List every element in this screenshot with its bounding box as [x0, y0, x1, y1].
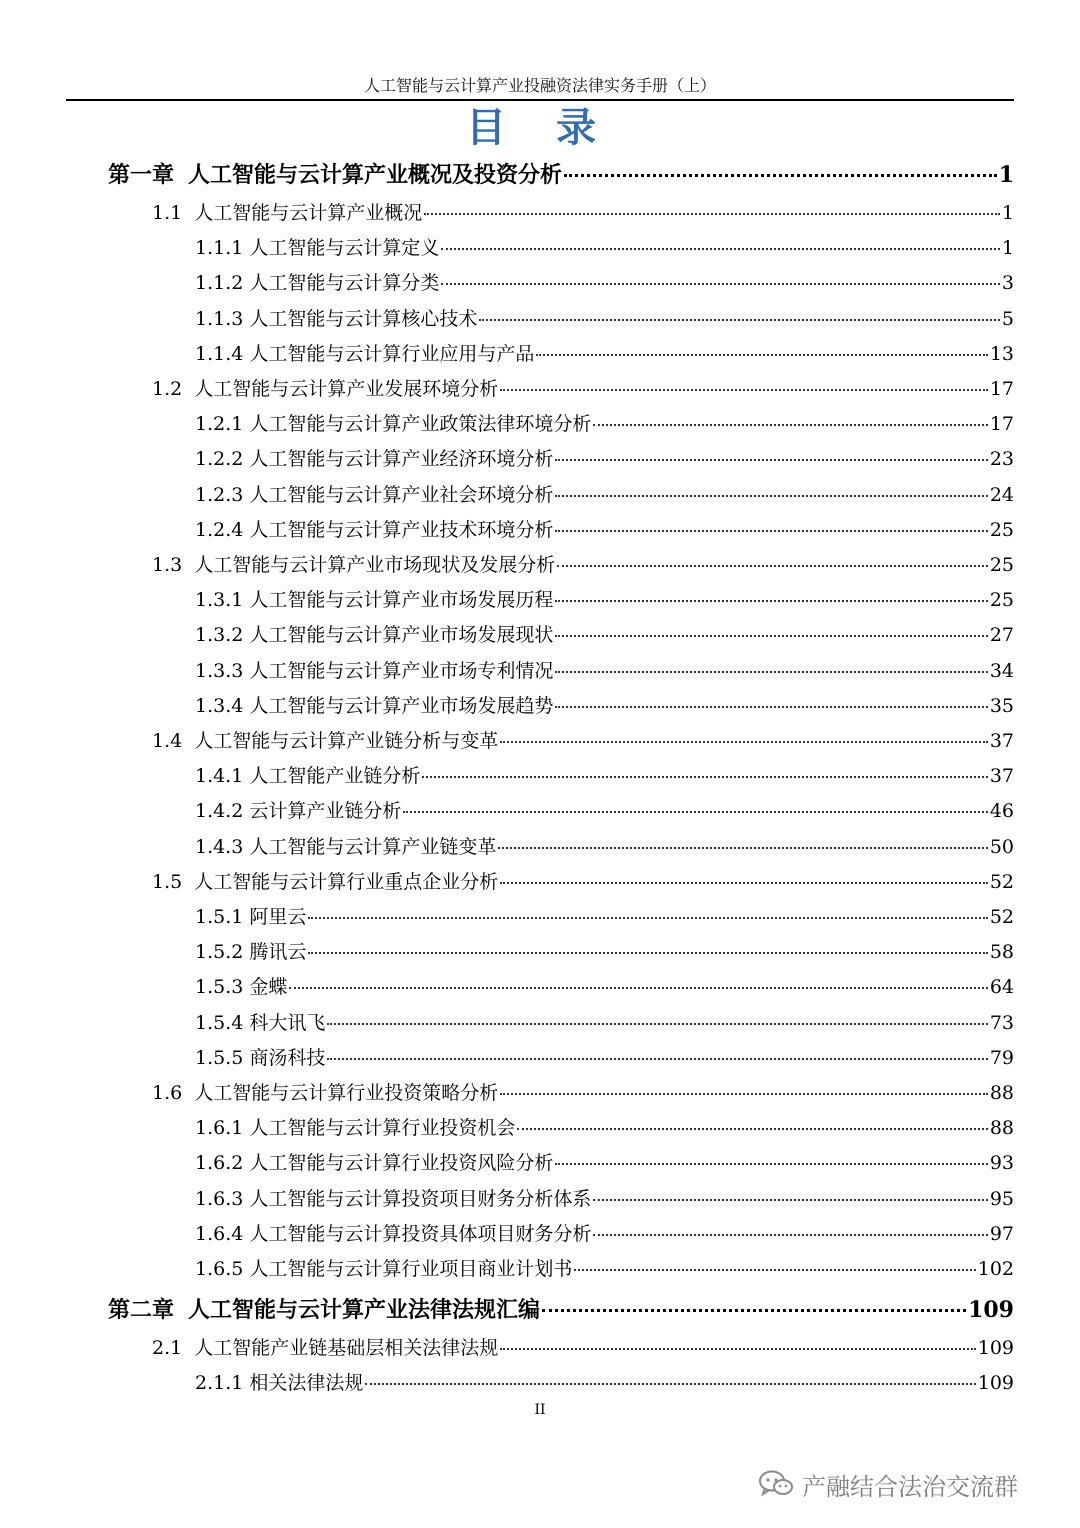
toc-entry-number: 1.4.2 — [195, 800, 244, 823]
toc-dot-leader — [308, 917, 987, 919]
toc-entry[interactable] — [152, 196, 1014, 231]
toc-dot-leader — [289, 987, 987, 989]
toc-entry-number: 1.5.4 — [195, 1011, 244, 1034]
toc-dot-leader — [365, 1383, 975, 1385]
toc-dot-leader — [542, 1309, 966, 1312]
toc-entry-number: 1.1.4 — [195, 342, 244, 365]
toc-entry-label: 腾讯云 — [249, 941, 307, 964]
toc-entry-label: 人工智能与云计算行业项目商业计划书 — [249, 1258, 573, 1280]
toc-entry-page: 79 — [989, 1046, 1014, 1069]
toc-dot-leader — [555, 635, 987, 637]
toc-entry[interactable] — [195, 759, 1014, 794]
toc-entry-page: 1 — [1001, 237, 1014, 260]
toc-entry-page: 37 — [989, 765, 1014, 788]
toc-entry-number: 1.5 — [152, 870, 183, 893]
toc-entry-page: 52 — [989, 870, 1014, 893]
toc-dot-leader — [498, 847, 987, 849]
toc-dot-leader — [403, 811, 987, 813]
toc-entry-page: 52 — [989, 906, 1014, 928]
toc-entry-page: 37 — [989, 730, 1014, 752]
toc-entry-page: 64 — [989, 976, 1014, 999]
toc-entry-page: 50 — [989, 835, 1014, 858]
toc-entry-label: 人工智能产业链分析 — [249, 765, 421, 788]
toc-entry-page: 88 — [989, 1117, 1014, 1140]
toc-entry-number: 1.1.2 — [195, 272, 244, 295]
toc-entry-number: 1.3.3 — [195, 659, 244, 682]
toc-entry[interactable] — [108, 1291, 1014, 1329]
toc-entry[interactable] — [195, 900, 1014, 935]
toc-dot-leader — [593, 1199, 987, 1201]
toc-entry[interactable] — [195, 266, 1014, 301]
toc-entry[interactable] — [195, 654, 1014, 689]
toc-entry-number: 1.2.2 — [195, 448, 244, 471]
watermark-text: 产融结合法治交流群 — [802, 1472, 1018, 1501]
toc-entry[interactable] — [195, 618, 1014, 653]
toc-entry-page: 3 — [1001, 272, 1014, 295]
toc-entry[interactable] — [195, 689, 1014, 724]
toc-entry-page: 97 — [989, 1222, 1014, 1245]
toc-entry-number: 1.5.5 — [195, 1046, 244, 1069]
toc-entry-label: 人工智能与云计算产业政策法律环境分析 — [249, 413, 592, 436]
toc-entry[interactable] — [152, 372, 1014, 407]
toc-entry-page: 93 — [989, 1152, 1014, 1175]
toc-entry[interactable] — [195, 1006, 1014, 1041]
toc-dot-leader — [424, 213, 1000, 215]
toc-entry[interactable] — [195, 337, 1014, 372]
toc-entry-page: 23 — [989, 448, 1014, 471]
toc-dot-leader — [500, 1093, 988, 1095]
toc-entry-label: 人工智能与云计算产业法律法规汇编 — [188, 1297, 541, 1324]
toc-dot-leader — [555, 671, 987, 673]
toc-dot-leader — [500, 741, 988, 743]
header-rule — [66, 99, 1014, 101]
toc-entry[interactable] — [195, 1252, 1014, 1287]
toc-entry[interactable] — [108, 156, 1014, 194]
toc-entry-page: 109 — [977, 1372, 1014, 1395]
toc-dot-leader — [555, 600, 987, 602]
toc-entry-number: 2.1 — [152, 1337, 183, 1360]
toc-entry-number: 第一章 — [108, 162, 175, 188]
toc-entry-page: 17 — [989, 378, 1014, 400]
toc-entry-page: 5 — [1001, 307, 1014, 330]
toc-entry-label: 人工智能与云计算产业市场专利情况 — [249, 659, 554, 682]
toc-entry-label: 人工智能与云计算投资具体项目财务分析 — [249, 1222, 592, 1245]
toc-entry-label: 人工智能与云计算产业技术环境分析 — [249, 518, 554, 541]
running-header: 人工智能与云计算产业投融资法律实务手册（上） — [363, 76, 716, 95]
toc-dot-leader — [327, 1058, 987, 1060]
toc-entry-page: 27 — [989, 624, 1014, 647]
toc-entry-label: 人工智能与云计算定义 — [249, 237, 440, 260]
wechat-icon — [758, 1469, 794, 1499]
toc-dot-leader — [555, 1163, 987, 1165]
toc-entry[interactable] — [195, 583, 1014, 618]
toc-entry-page: 25 — [989, 589, 1014, 612]
toc-entry-number: 1.6.5 — [195, 1258, 244, 1280]
toc-dot-leader — [555, 530, 987, 532]
toc-dot-leader — [574, 1269, 975, 1271]
toc-entry-label: 人工智能与云计算核心技术 — [249, 307, 478, 330]
toc-entry[interactable] — [195, 830, 1014, 865]
toc-entry[interactable] — [195, 478, 1014, 513]
toc-entry[interactable] — [195, 442, 1014, 477]
toc-entry-label: 人工智能与云计算投资项目财务分析体系 — [249, 1187, 592, 1210]
toc-entry-page: 73 — [989, 1011, 1014, 1034]
toc-entry-page: 34 — [989, 659, 1014, 682]
toc-entry-label: 人工智能与云计算产业链分析与变革 — [194, 730, 499, 752]
toc-dot-leader — [441, 248, 1000, 250]
toc-entry-number: 1.5.2 — [195, 941, 244, 964]
toc-entry-label: 相关法律法规 — [249, 1372, 364, 1395]
toc-entry-label: 科大讯飞 — [249, 1011, 326, 1034]
toc-entry-label: 人工智能与云计算分类 — [249, 272, 440, 295]
toc-entry[interactable] — [195, 513, 1014, 548]
toc-entry-page: 95 — [989, 1187, 1014, 1210]
toc-entry-number: 1.2 — [152, 378, 183, 400]
toc-entry[interactable] — [152, 865, 1014, 900]
toc-entry-number: 1.6.2 — [195, 1152, 244, 1175]
toc-dot-leader — [557, 565, 988, 567]
toc-entry-label: 人工智能与云计算产业概况及投资分析 — [188, 162, 563, 188]
toc-entry-page: 1 — [1001, 202, 1014, 224]
page-number: II — [534, 1402, 546, 1418]
toc-dot-leader — [593, 1234, 987, 1236]
toc-entry-label: 人工智能与云计算产业概况 — [194, 202, 423, 224]
toc-entry-page: 109 — [977, 1337, 1014, 1360]
toc-entry[interactable] — [195, 1041, 1014, 1076]
toc-entry-page: 35 — [989, 694, 1014, 717]
toc-entry[interactable] — [195, 302, 1014, 337]
toc-entry-label: 人工智能与云计算产业市场发展历程 — [249, 589, 554, 612]
toc-dot-leader — [422, 776, 987, 778]
toc-entry[interactable] — [195, 1182, 1014, 1217]
toc-entry-number: 1.2.4 — [195, 518, 244, 541]
toc-entry-number: 1.3.1 — [195, 589, 244, 612]
toc-entry-label: 金蝶 — [249, 976, 288, 999]
toc-entry-number: 第二章 — [108, 1297, 175, 1324]
toc-entry-page: 58 — [989, 941, 1014, 964]
toc-entry[interactable] — [195, 231, 1014, 266]
toc-entry-label: 人工智能与云计算产业市场发展趋势 — [249, 694, 554, 717]
toc-entry-page: 46 — [989, 800, 1014, 823]
toc-entry-number: 1.1.1 — [195, 237, 244, 260]
toc-entry-label: 人工智能与云计算产业市场发展现状 — [249, 624, 554, 647]
toc-entry-number: 1.3.4 — [195, 694, 244, 717]
toc-entry-page: 102 — [977, 1258, 1014, 1280]
toc-dot-leader — [564, 174, 997, 177]
toc-entry-label: 人工智能与云计算行业投资策略分析 — [194, 1082, 499, 1104]
toc-dot-leader — [555, 459, 987, 461]
toc-entry[interactable] — [195, 1146, 1014, 1181]
toc-entry-number: 1.2.3 — [195, 483, 244, 506]
toc-entry[interactable] — [195, 407, 1014, 442]
toc-entry[interactable] — [152, 724, 1014, 759]
toc-entry-number: 1.2.1 — [195, 413, 244, 436]
toc-dot-leader — [500, 389, 988, 391]
toc-entry-label: 人工智能与云计算行业投资机会 — [249, 1117, 516, 1140]
toc-entry-page: 13 — [989, 342, 1014, 365]
toc-entry-label: 人工智能与云计算产业市场现状及发展分析 — [194, 554, 556, 576]
toc-dot-leader — [479, 319, 1000, 321]
toc-dot-leader — [441, 283, 1000, 285]
toc-entry-label: 人工智能与云计算行业投资风险分析 — [249, 1152, 554, 1175]
toc-entry[interactable] — [152, 1331, 1014, 1366]
toc-entry-page: 88 — [989, 1082, 1014, 1104]
page-title: 目 录 — [466, 104, 614, 151]
toc-entry-label: 人工智能与云计算产业社会环境分析 — [249, 483, 554, 506]
toc-entry-label: 人工智能与云计算产业发展环境分析 — [194, 378, 499, 400]
watermark — [758, 1466, 1018, 1502]
toc-entry-number: 1.4.3 — [195, 835, 244, 858]
toc-entry-label: 人工智能产业链基础层相关法律法规 — [194, 1337, 499, 1360]
toc-dot-leader — [536, 354, 987, 356]
toc-entry-page: 17 — [989, 413, 1014, 436]
toc-entry-label: 云计算产业链分析 — [249, 800, 402, 823]
toc-entry-label: 人工智能与云计算行业应用与产品 — [249, 342, 535, 365]
toc-dot-leader — [500, 1348, 976, 1350]
toc-entry[interactable] — [195, 935, 1014, 970]
toc-entry-number: 1.1.3 — [195, 307, 244, 330]
toc-entry[interactable] — [195, 1217, 1014, 1252]
toc-entry-number: 1.3.2 — [195, 624, 244, 647]
toc-entry[interactable] — [152, 548, 1014, 583]
toc-entry-page: 24 — [989, 483, 1014, 506]
toc-entry-number: 2.1.1 — [195, 1372, 244, 1395]
toc-entry-number: 1.6.3 — [195, 1187, 244, 1210]
toc-dot-leader — [308, 952, 987, 954]
toc-entry[interactable] — [152, 1076, 1014, 1111]
toc-dot-leader — [517, 1128, 987, 1130]
toc-dot-leader — [555, 495, 987, 497]
toc-entry-page: 109 — [968, 1297, 1014, 1324]
toc-entry-label: 人工智能与云计算产业链变革 — [249, 835, 497, 858]
toc-dot-leader — [593, 424, 987, 426]
toc-entry-label: 人工智能与云计算行业重点企业分析 — [194, 870, 499, 893]
toc-entry-number: 1.4.1 — [195, 765, 244, 788]
toc-entry[interactable] — [195, 1111, 1014, 1146]
toc-entry-label: 阿里云 — [249, 906, 307, 928]
toc-entry-page: 1 — [998, 162, 1014, 188]
toc-entry-number: 1.6 — [152, 1082, 183, 1104]
toc-dot-leader — [555, 706, 987, 708]
toc-dot-leader — [500, 882, 988, 884]
toc-entry-page: 25 — [989, 518, 1014, 541]
toc-entry-number: 1.1 — [152, 202, 183, 224]
toc-entry-label: 商汤科技 — [249, 1046, 326, 1069]
toc-entry-number: 1.3 — [152, 554, 183, 576]
toc-entry-number: 1.6.1 — [195, 1117, 244, 1140]
toc-entry[interactable] — [195, 794, 1014, 829]
toc-entry-label: 人工智能与云计算产业经济环境分析 — [249, 448, 554, 471]
toc-entry[interactable] — [195, 1366, 1014, 1401]
toc-dot-leader — [327, 1023, 987, 1025]
toc-entry-number: 1.4 — [152, 730, 183, 752]
toc-entry-number: 1.5.3 — [195, 976, 244, 999]
toc-entry[interactable] — [195, 970, 1014, 1005]
toc-entry-page: 25 — [989, 554, 1014, 576]
toc-entry-number: 1.5.1 — [195, 906, 244, 928]
toc-entry-number: 1.6.4 — [195, 1222, 244, 1245]
